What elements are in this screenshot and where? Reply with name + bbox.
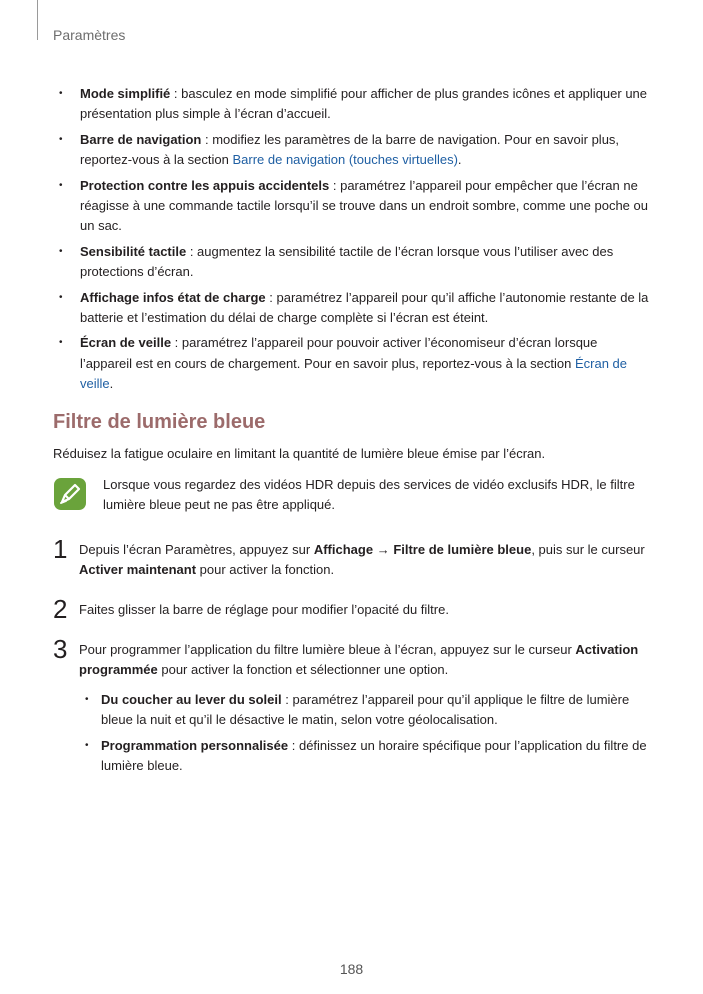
item-term: Sensibilité tactile — [80, 243, 187, 259]
step-text — [79, 540, 649, 581]
item-text-end: . — [457, 152, 462, 168]
settings-list — [59, 84, 651, 400]
schedule-options-list — [85, 690, 649, 782]
item-text: : augmentez la sensibilité tactile de l’écran lorsque vous l’utiliser avec des protections d’écran. — [80, 243, 614, 280]
item-term: Programmation personnalisée — [101, 737, 289, 753]
step-text — [79, 640, 649, 681]
list-item — [59, 288, 651, 329]
item-text: : paramétrez l’appareil pour pouvoir activer l’économiseur d’écran lorsque l’appareil est en cours de chargement. Pour en savoir plus, reportez-vous à la section — [80, 335, 598, 371]
step-text: Faites glisser la barre de réglage pour modifier l’opacité du filtre. — [79, 602, 449, 617]
item-text: : définissez un horaire spécifique pour l’application du filtre de lumière bleue. — [101, 737, 647, 774]
step-text-part: pour activer la fonction et sélectionner une option. — [157, 662, 449, 678]
item-text: : basculez en mode simplifié pour afficher de plus grandes icônes et appliquer une présentation plus simple à l’écran d’accueil. — [80, 86, 648, 122]
step-number: 1 — [53, 534, 68, 564]
item-text: : modifiez les paramètres de la barre de navigation. Pour en savoir plus, reportez-vous à la section — [80, 131, 620, 168]
item-text: : paramétrez l’appareil pour empêcher que l’écran ne réagisse à une commande tactile lorsqu’il se trouve dans un endroit sombre, comme une poche ou un sac. — [80, 177, 648, 234]
section-intro: Réduisez la fatigue oculaire en limitant la quantité de lumière bleue émise par l’écran. — [53, 446, 546, 461]
step-text-part: Depuis l’écran Paramètres, appuyez sur — [79, 542, 314, 557]
list-item — [59, 176, 651, 237]
step-number: 3 — [53, 634, 68, 664]
page-header: Paramètres — [53, 27, 126, 43]
menu-blue-light-filter: Filtre de lumière bleue — [393, 542, 532, 557]
item-term: Protection contre les appuis accidentels — [80, 177, 330, 193]
item-term: Affichage infos état de charge — [80, 289, 266, 305]
item-term: Barre de navigation — [80, 131, 202, 147]
page-number: 188 — [339, 961, 364, 977]
navigation-bar-link[interactable]: Barre de navigation (touches virtuelles) — [232, 152, 458, 168]
header-rule — [37, 0, 38, 40]
item-text-end: . — [109, 376, 114, 392]
menu-display: Affichage — [313, 542, 374, 557]
arrow-icon: → — [373, 542, 394, 557]
step-text-part: , puis sur le curseur — [531, 542, 645, 557]
list-item — [85, 690, 649, 731]
list-item — [59, 333, 651, 394]
item-text: : paramétrez l’appareil pour qu’il applique le filtre de lumière bleue la nuit et qu’il le désactive le matin, selon votre géolocalisation. — [101, 692, 630, 728]
item-text: : paramétrez l’appareil pour qu’il affiche l’autonomie restante de la batterie et l’estimation du délai de charge complète si l’écran est éteint. — [80, 289, 649, 326]
item-term: Du coucher au lever du soleil — [101, 692, 282, 707]
list-item — [59, 242, 651, 283]
list-item — [59, 130, 651, 171]
item-term: Écran de veille — [80, 335, 172, 351]
step-number: 2 — [53, 594, 68, 624]
switch-scheduled: Activation programmée — [79, 642, 639, 678]
switch-turn-on-now: Activer maintenant — [79, 562, 197, 578]
pencil-note-icon — [53, 477, 87, 511]
step-text-part: Pour programmer l’application du filtre lumière bleue à l’écran, appuyez sur le curseur — [79, 642, 576, 657]
section-title: Filtre de lumière bleue — [53, 411, 266, 433]
list-item — [59, 84, 651, 125]
note-text: Lorsque vous regardez des vidéos HDR depuis des services de vidéo exclusifs HDR, le filtre lumière bleue peut ne pas être appliqué. — [103, 477, 635, 513]
step-text-part: pour activer la fonction. — [196, 562, 335, 578]
item-term: Mode simplifié — [80, 86, 171, 101]
screen-saver-link[interactable]: Écran de veille — [80, 355, 628, 392]
list-item — [85, 736, 649, 777]
